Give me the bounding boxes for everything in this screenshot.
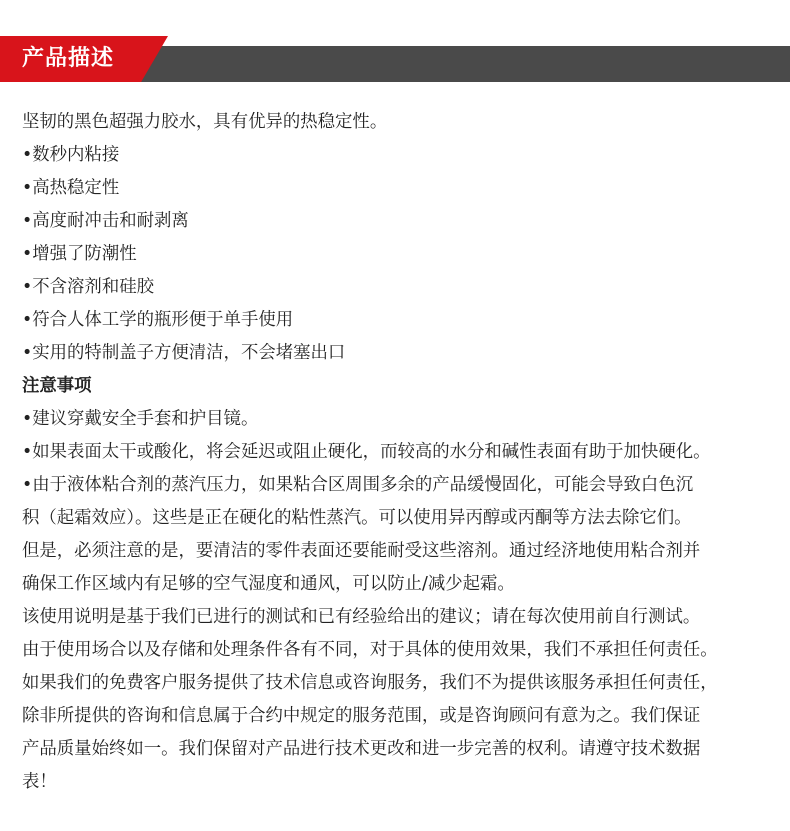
feature-item: •不含溶剂和硅胶	[22, 277, 154, 297]
notes-text-line: 但是，必须注意的是，要清洁的零件表面还要能耐受这些溶剂。通过经济地使用粘合剂并	[22, 541, 701, 561]
disclaimer-line: 该使用说明是基于我们已进行的测试和已有经验给出的建议；请在每次使用前自行测试。	[22, 607, 701, 627]
section-header	[0, 36, 790, 82]
disclaimer-line: 如果我们的免费客户服务提供了技术信息或咨询服务，我们不为提供该服务承担任何责任，	[22, 673, 718, 693]
disclaimer-line: 由于使用场合以及存储和处理条件各有不同，对于具体的使用效果，我们不承担任何责任。	[22, 640, 718, 660]
feature-item: •数秒内粘接	[22, 145, 120, 165]
disclaimer-line: 除非所提供的咨询和信息属于合约中规定的服务范围，或是咨询顾问有意为之。我们保证	[22, 706, 701, 726]
notes-text-line: 确保工作区域内有足够的空气湿度和通风，可以防止/减少起霜。	[22, 574, 515, 594]
feature-item: •高度耐冲击和耐剥离	[22, 211, 189, 231]
description-body	[22, 106, 777, 799]
feature-item: •增强了防潮性	[22, 244, 137, 264]
disclaimer-line: 产品质量始终如一。我们保留对产品进行技术更改和进一步完善的权利。请遵守技术数据	[22, 739, 701, 759]
feature-item: •符合人体工学的瓶形便于单手使用	[22, 310, 294, 330]
notes-item: •如果表面太干或酸化，将会延迟或阻止硬化，而较高的水分和碱性表面有助于加快硬化。	[22, 442, 711, 462]
notes-item: •由于液体粘合剂的蒸汽压力，如果粘合区周围多余的产品缓慢固化，可能会导致白色沉	[22, 475, 694, 495]
notes-text-line: 积（起霜效应）。这些是正在硬化的粘性蒸汽。可以使用异丙醇或丙酮等方法去除它们。	[22, 508, 692, 528]
disclaimer-line: 表！	[22, 772, 57, 792]
notes-item: •建议穿戴安全手套和护目镜。	[22, 409, 259, 429]
feature-item: •高热稳定性	[22, 178, 120, 198]
intro-line: 坚韧的黑色超强力胶水，具有优异的热稳定性。	[22, 112, 388, 132]
feature-item: •实用的特制盖子方便清洁，不会堵塞出口	[22, 343, 346, 363]
section-title: 产品描述	[22, 46, 115, 71]
notes-heading: 注意事项	[22, 376, 92, 396]
